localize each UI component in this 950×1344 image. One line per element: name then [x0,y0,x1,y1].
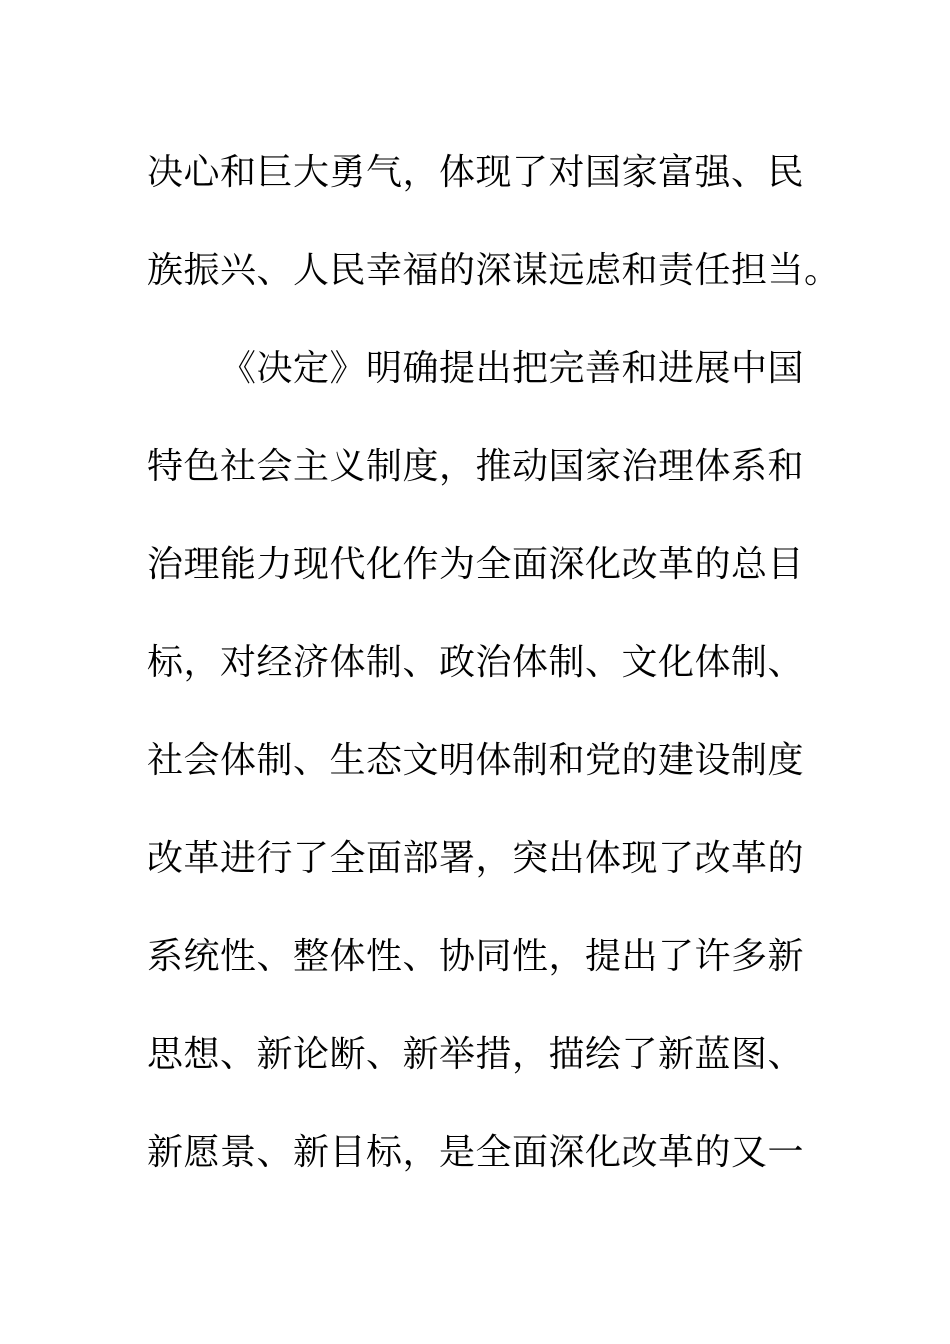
text-line-6: 标，对经济体制、政治体制、文化体制、 [147,642,805,683]
text-line-5: 治理能力现代化作为全面深化改革的总目 [147,544,805,585]
text-line-4: 特色社会主义制度，推动国家治理体系和 [147,446,805,487]
body-text [147,124,841,1202]
text-line-3: 《决定》明确提出把完善和进展中国 [220,348,805,389]
text-line-11: 新愿景、新目标，是全面深化改革的又一 [147,1132,805,1173]
text-line-9: 系统性、整体性、协同性，提出了许多新 [147,936,805,977]
text-line-8: 改革进行了全面部署，突出体现了改革的 [147,838,805,879]
text-line-1: 决心和巨大勇气，体现了对国家富强、民 [147,152,805,193]
text-line-2: 族振兴、人民幸福的深谋远虑和责任担当。 [147,250,841,291]
text-line-7: 社会体制、生态文明体制和党的建设制度 [147,740,805,781]
text-line-10: 思想、新论断、新举措，描绘了新蓝图、 [147,1034,805,1075]
